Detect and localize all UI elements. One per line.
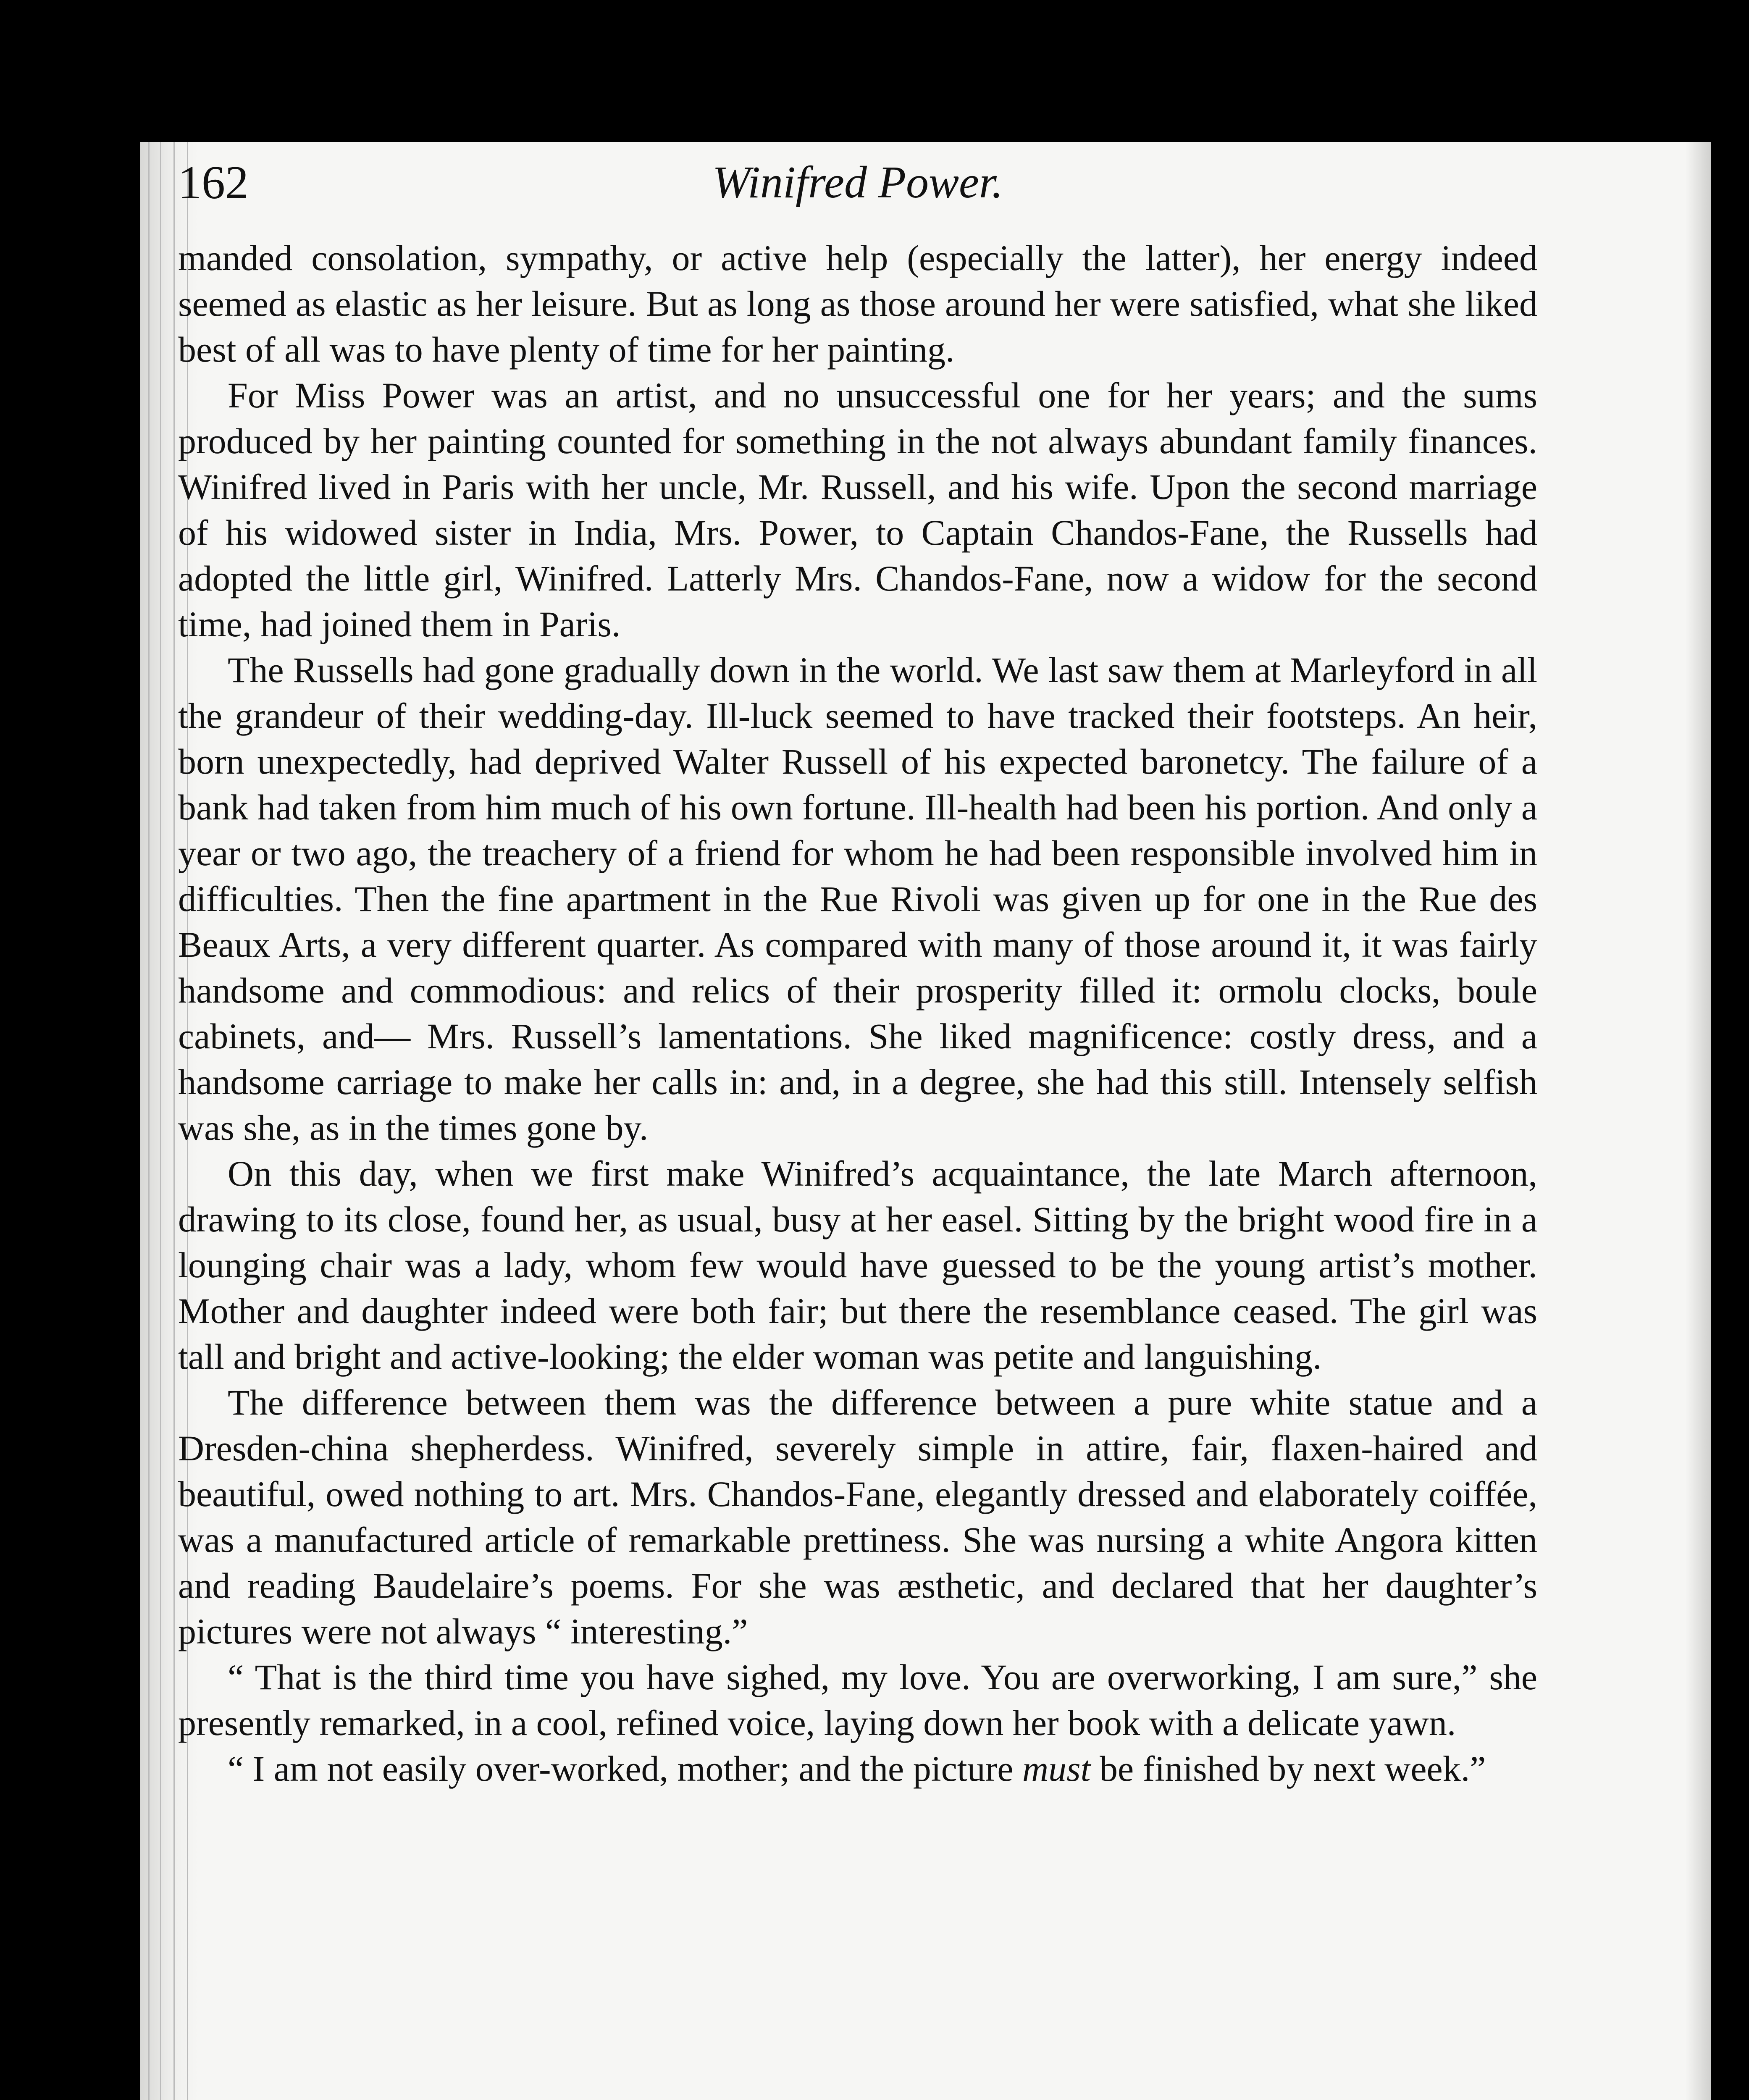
page-right-edge	[1686, 142, 1711, 2100]
paragraph-last	[178, 1746, 1537, 1792]
paragraph: For Miss Power was an artist, and no unsuccessful one for her years; and the sums produced by her painting counted for something in the not always abundant family finances. Winifred lived in Paris with her uncle, Mr. Russell, and his wife. Upon the second marriage of his widowed sister in India, Mrs. Power, to Captain Chandos-Fane, the Russells had adopted the little girl, Winifred. Latterly Mrs. Chandos-Fane, now a widow for the second time, had joined them in Paris.	[178, 375, 1537, 644]
page-edge-line	[148, 142, 150, 2100]
page-edge-line	[173, 142, 175, 2100]
paragraph: The Russells had gone gradually down in the world. We last saw them at Marleyford in all the grandeur of their wedding-day. Ill-luck seemed to have tracked their footsteps. An heir, born unexpectedly, had deprived Walter Russell of his expected baronetcy. The failure of a bank had taken from him much of his own fortune. Ill-health had been his portion. And only a year or two ago, the treachery of a friend for whom he had been responsible involved him in difficulties. Then the fine apartment in the Rue Rivoli was given up for one in the Rue des Beaux Arts, a very different quarter. As compared with many of those around it, it was fairly handsome and commodious: and relics of their prosperity filled it: ormolu clocks, boule cabinets, and— Mrs. Russell’s lamentations. She liked magnificence: costly dress, and a handsome carriage to make her calls in: and, in a degree, she had this still. Intensely selfish was she, as in the times gone by.	[178, 650, 1537, 1148]
body-text	[178, 235, 1537, 1792]
page-header	[178, 151, 1537, 214]
running-title: Winifred Power.	[712, 158, 1003, 207]
paragraph: On this day, when we first make Winifred’s acquaintance, the late March afternoon, drawing to its close, found her, as usual, busy at her easel. Sitting by the bright wood fire in a lounging chair was a lady, whom few would have guessed to be the young artist’s mother. Mother and daughter indeed were both fair; but there the resemblance ceased. The girl was tall and bright and active-looking; the elder woman was petite and languishing.	[178, 1153, 1537, 1377]
page-edge-line	[160, 142, 161, 2100]
paragraph: “ That is the third time you have sighed, my love. You are overworking, I am sure,” she presently remarked, in a cool, refined voice, laying down her book with a delicate yawn.	[178, 1657, 1537, 1743]
paragraph: manded consolation, sympathy, or active help (especially the latter), her energy indeed seemed as elastic as her leisure. But as long as those around her were satisfied, what she liked best of all was to have plenty of time for her painting.	[178, 238, 1537, 370]
emphasis: must	[1022, 1748, 1091, 1789]
page-number: 162	[178, 157, 249, 209]
text-run: “ I am not easily over-worked, mother; and the picture	[228, 1748, 1022, 1789]
text-run: be finished by next week.”	[1090, 1748, 1486, 1789]
paragraph: The difference between them was the difference between a pure white statue and a Dresden-china shepherdess. Winifred, severely simple in attire, fair, flaxen-haired and beautiful, owed nothing to art. Mrs. Chandos-Fane, elegantly dressed and elaborately coiffée, was a manufactured article of remarkable prettiness. She was nursing a white Angora kitten and reading Baudelaire’s poems. For she was æsthetic, and declared that her daughter’s pictures were not always “ interesting.”	[178, 1382, 1537, 1651]
